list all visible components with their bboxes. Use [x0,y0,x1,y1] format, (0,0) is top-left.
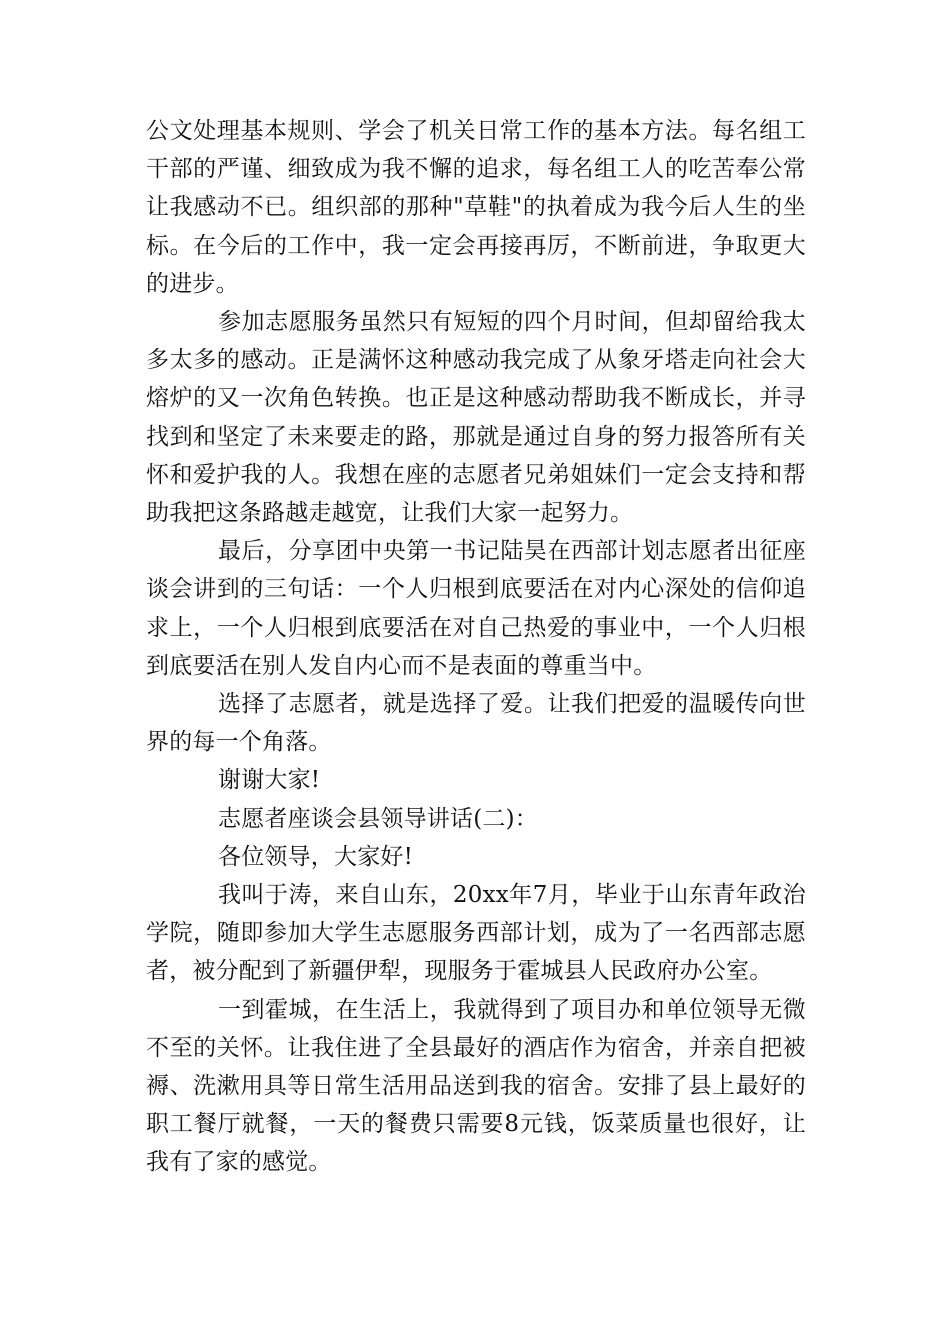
paragraph-1: 公文处理基本规则、学会了机关日常工作的基本方法。每名组工干部的严谨、细致成为我不懈的追求，每名组工人的吃苦奉公常让我感动不已。组织部的那种"草鞋"的执着成为我今后人生的坐标。在今后的工作中，我一定会再接再厉，不断前进，争取更大的进步。 [146,118,806,297]
paragraph-greeting: 各位领导，大家好! [218,843,414,870]
paragraph-4: 选择了志愿者，就是选择了爱。让我们把爱的温暖传向世界的每一个角落。 [146,691,806,756]
paragraph-3: 最后，分享团中央第一书记陆昊在西部计划志愿者出征座谈会讲到的三句话：一个人归根到底要活在对内心深处的信仰追求上，一个人归根到底要活在对自己热爱的事业中，一个人归根到底要活在别人发自内心而不是表面的尊重当中。 [146,538,806,679]
paragraph-5: 谢谢大家! [218,767,321,794]
paragraph-9: 一到霍城，在生活上，我就得到了项目办和单位领导无微不至的关怀。让我住进了全县最好的酒店作为宿舍，并亲自把被褥、洗漱用具等日常生活用品送到我的宿舍。安排了县上最好的职工餐厅就餐，一天的餐费只需要8元钱，饭菜质量也很好，让我有了家的感觉。 [146,996,806,1176]
paragraph-8: 我叫于涛，来自山东，20xx年7月，毕业于山东青年政治学院，随即参加大学生志愿服务西部计划，成为了一名西部志愿者，被分配到了新疆伊犁，现服务于霍城县人民政府办公室。 [146,882,806,985]
paragraph-2: 参加志愿服务虽然只有短短的四个月时间，但却留给我太多太多的感动。正是满怀这种感动我完成了从象牙塔走向社会大熔炉的又一次角色转换。也正是这种感动帮助我不断成长，并寻找到和坚定了未来要走的路，那就是通过自身的努力报答所有关怀和爱护我的人。我想在座的志愿者兄弟姐妹们一定会支持和帮助我把这条路越走越宽，让我们大家一起努力。 [146,309,806,527]
document-body [146,112,806,1182]
section-heading: 志愿者座谈会县领导讲话(二)： [218,805,538,832]
